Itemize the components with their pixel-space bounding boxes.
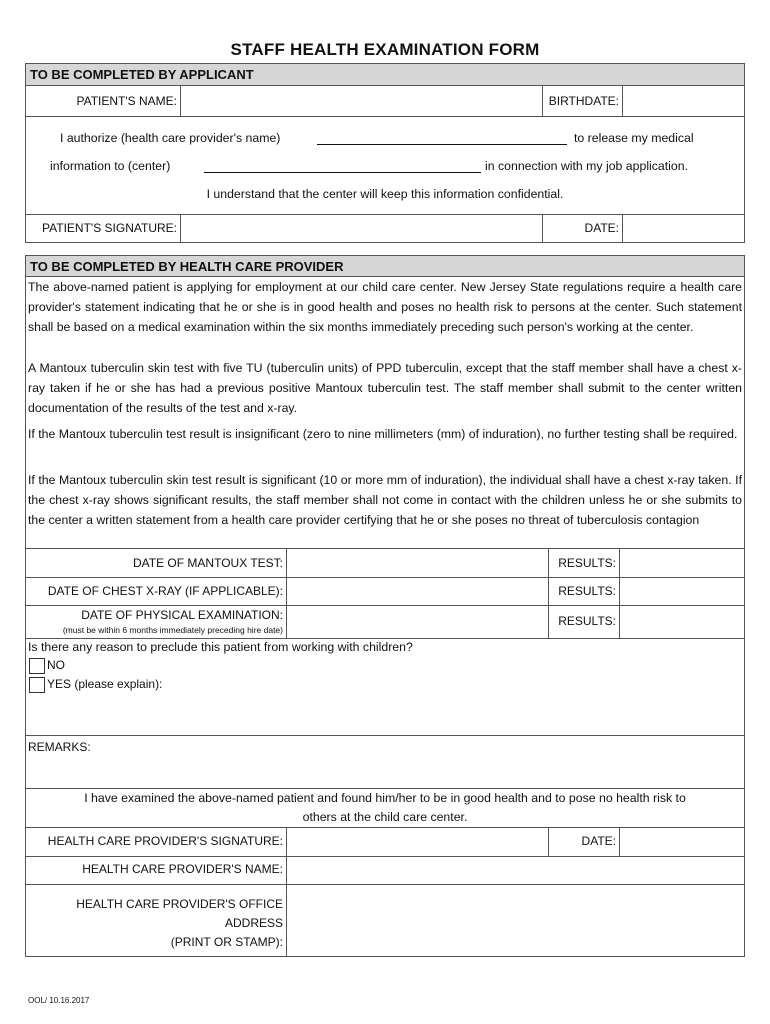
- provider-section-header: TO BE COMPLETED BY HEALTH CARE PROVIDER: [25, 255, 745, 277]
- info-text-2: in connection with my job application.: [485, 159, 689, 173]
- physical-results-field[interactable]: [620, 606, 744, 637]
- no-checkbox[interactable]: [29, 658, 45, 674]
- patient-date-label: DATE:: [584, 221, 619, 235]
- hcp-name-field[interactable]: [287, 857, 744, 883]
- statement-line-2: others at the child care center.: [302, 810, 468, 824]
- provider-paragraph-2: A Mantoux tuberculin skin test with five TU (tuberculin units) of PPD tuberculin, except that the staff member shall have a chest x-ray taken if he or she has had a previous positive Mantoux tuberculin test. The staff member shall submit to the center written documentation of the results of the test and x-ray.: [28, 361, 742, 415]
- provider-paragraph-1: The above-named patient is applying for employment at our child care center. New Jersey State regulations require a health care provider's statement indicating that he or she is in good health and poses no health risk to persons at the center. Such statement shall be based on a medical examination within the six months immediately preceding such person's working at the center.: [28, 280, 742, 334]
- hcp-office-label-line-1: HEALTH CARE PROVIDER'S OFFICE: [76, 897, 283, 911]
- yes-checkbox[interactable]: [29, 677, 45, 693]
- authorize-text-1: I authorize (health care provider's name): [60, 131, 281, 145]
- yes-option: [29, 677, 162, 693]
- remarks-field[interactable]: [100, 737, 740, 787]
- hcp-signature-field[interactable]: [287, 828, 548, 855]
- hcp-signature-label: HEALTH CARE PROVIDER'S SIGNATURE:: [47, 834, 283, 848]
- preclude-question: Is there any reason to preclude this patient from working with children?: [28, 640, 413, 654]
- physical-date-note: (must be within 6 months immediately preceding hire date): [62, 625, 283, 635]
- mantoux-date-label: DATE OF MANTOUX TEST:: [132, 556, 283, 570]
- xray-results-field[interactable]: [620, 578, 744, 605]
- patient-date-field[interactable]: [623, 215, 744, 242]
- hcp-name-label: HEALTH CARE PROVIDER'S NAME:: [82, 862, 283, 876]
- hcp-date-field[interactable]: [620, 828, 744, 855]
- hcp-date-label: DATE:: [581, 834, 616, 848]
- patient-signature-field[interactable]: [181, 215, 542, 242]
- statement-line-1: I have examined the above-named patient and found him/her to be in good health and to pose no health risk to: [84, 791, 686, 805]
- hcp-office-address-field[interactable]: [287, 885, 744, 956]
- hcp-office-label-line-3: (PRINT OR STAMP):: [170, 935, 283, 949]
- provider-paragraph-4: If the Mantoux tuberculin skin test result is significant (10 or more mm of induration), the individual shall have a chest x-ray taken. If the chest x-ray shows significant results, the staff member shall not come in contact with the children unless he or she submits to the center a written statement from a health care provider certifying that he or she poses no threat of tuberculosis contagion: [28, 473, 742, 527]
- physical-results-label: RESULTS:: [558, 614, 616, 628]
- explain-field[interactable]: [160, 696, 740, 734]
- info-text-1: information to (center): [50, 159, 171, 173]
- patient-signature-label: PATIENT'S SIGNATURE:: [42, 221, 177, 235]
- patient-name-label: PATIENT'S NAME:: [76, 94, 177, 108]
- mantoux-results-field[interactable]: [620, 549, 744, 577]
- hcp-office-label: [25, 895, 286, 952]
- birthdate-field[interactable]: [623, 87, 744, 115]
- patient-name-field[interactable]: [181, 87, 542, 115]
- applicant-section-header: TO BE COMPLETED BY APPLICANT: [25, 63, 745, 86]
- no-option: [29, 658, 65, 674]
- form-title: STAFF HEALTH EXAMINATION FORM: [230, 40, 540, 59]
- mantoux-date-field[interactable]: [287, 549, 548, 577]
- confidential-text: I understand that the center will keep this information confidential.: [206, 187, 564, 201]
- provider-paragraph-3: If the Mantoux tuberculin test result is insignificant (zero to nine millimeters (mm) of induration), no further testing shall be required.: [28, 427, 738, 441]
- physical-date-field[interactable]: [287, 606, 548, 637]
- hcp-office-label-line-2: ADDRESS: [224, 916, 283, 930]
- xray-date-field[interactable]: [287, 578, 548, 605]
- yes-label: YES (please explain):: [47, 677, 163, 692]
- mantoux-results-label: RESULTS:: [558, 556, 616, 570]
- no-label: NO: [47, 658, 65, 673]
- xray-results-label: RESULTS:: [558, 584, 616, 598]
- remarks-label: REMARKS:: [28, 740, 91, 754]
- footer-code: OOL/ 10.16.2017: [28, 996, 90, 1005]
- provider-name-blank[interactable]: [317, 133, 567, 145]
- birthdate-label: BIRTHDATE:: [548, 94, 619, 108]
- authorize-text-2: to release my medical: [574, 131, 694, 145]
- physical-date-label: DATE OF PHYSICAL EXAMINATION:: [81, 608, 283, 622]
- xray-date-label: DATE OF CHEST X-RAY (IF APPLICABLE):: [47, 584, 283, 598]
- center-name-blank[interactable]: [204, 161, 481, 173]
